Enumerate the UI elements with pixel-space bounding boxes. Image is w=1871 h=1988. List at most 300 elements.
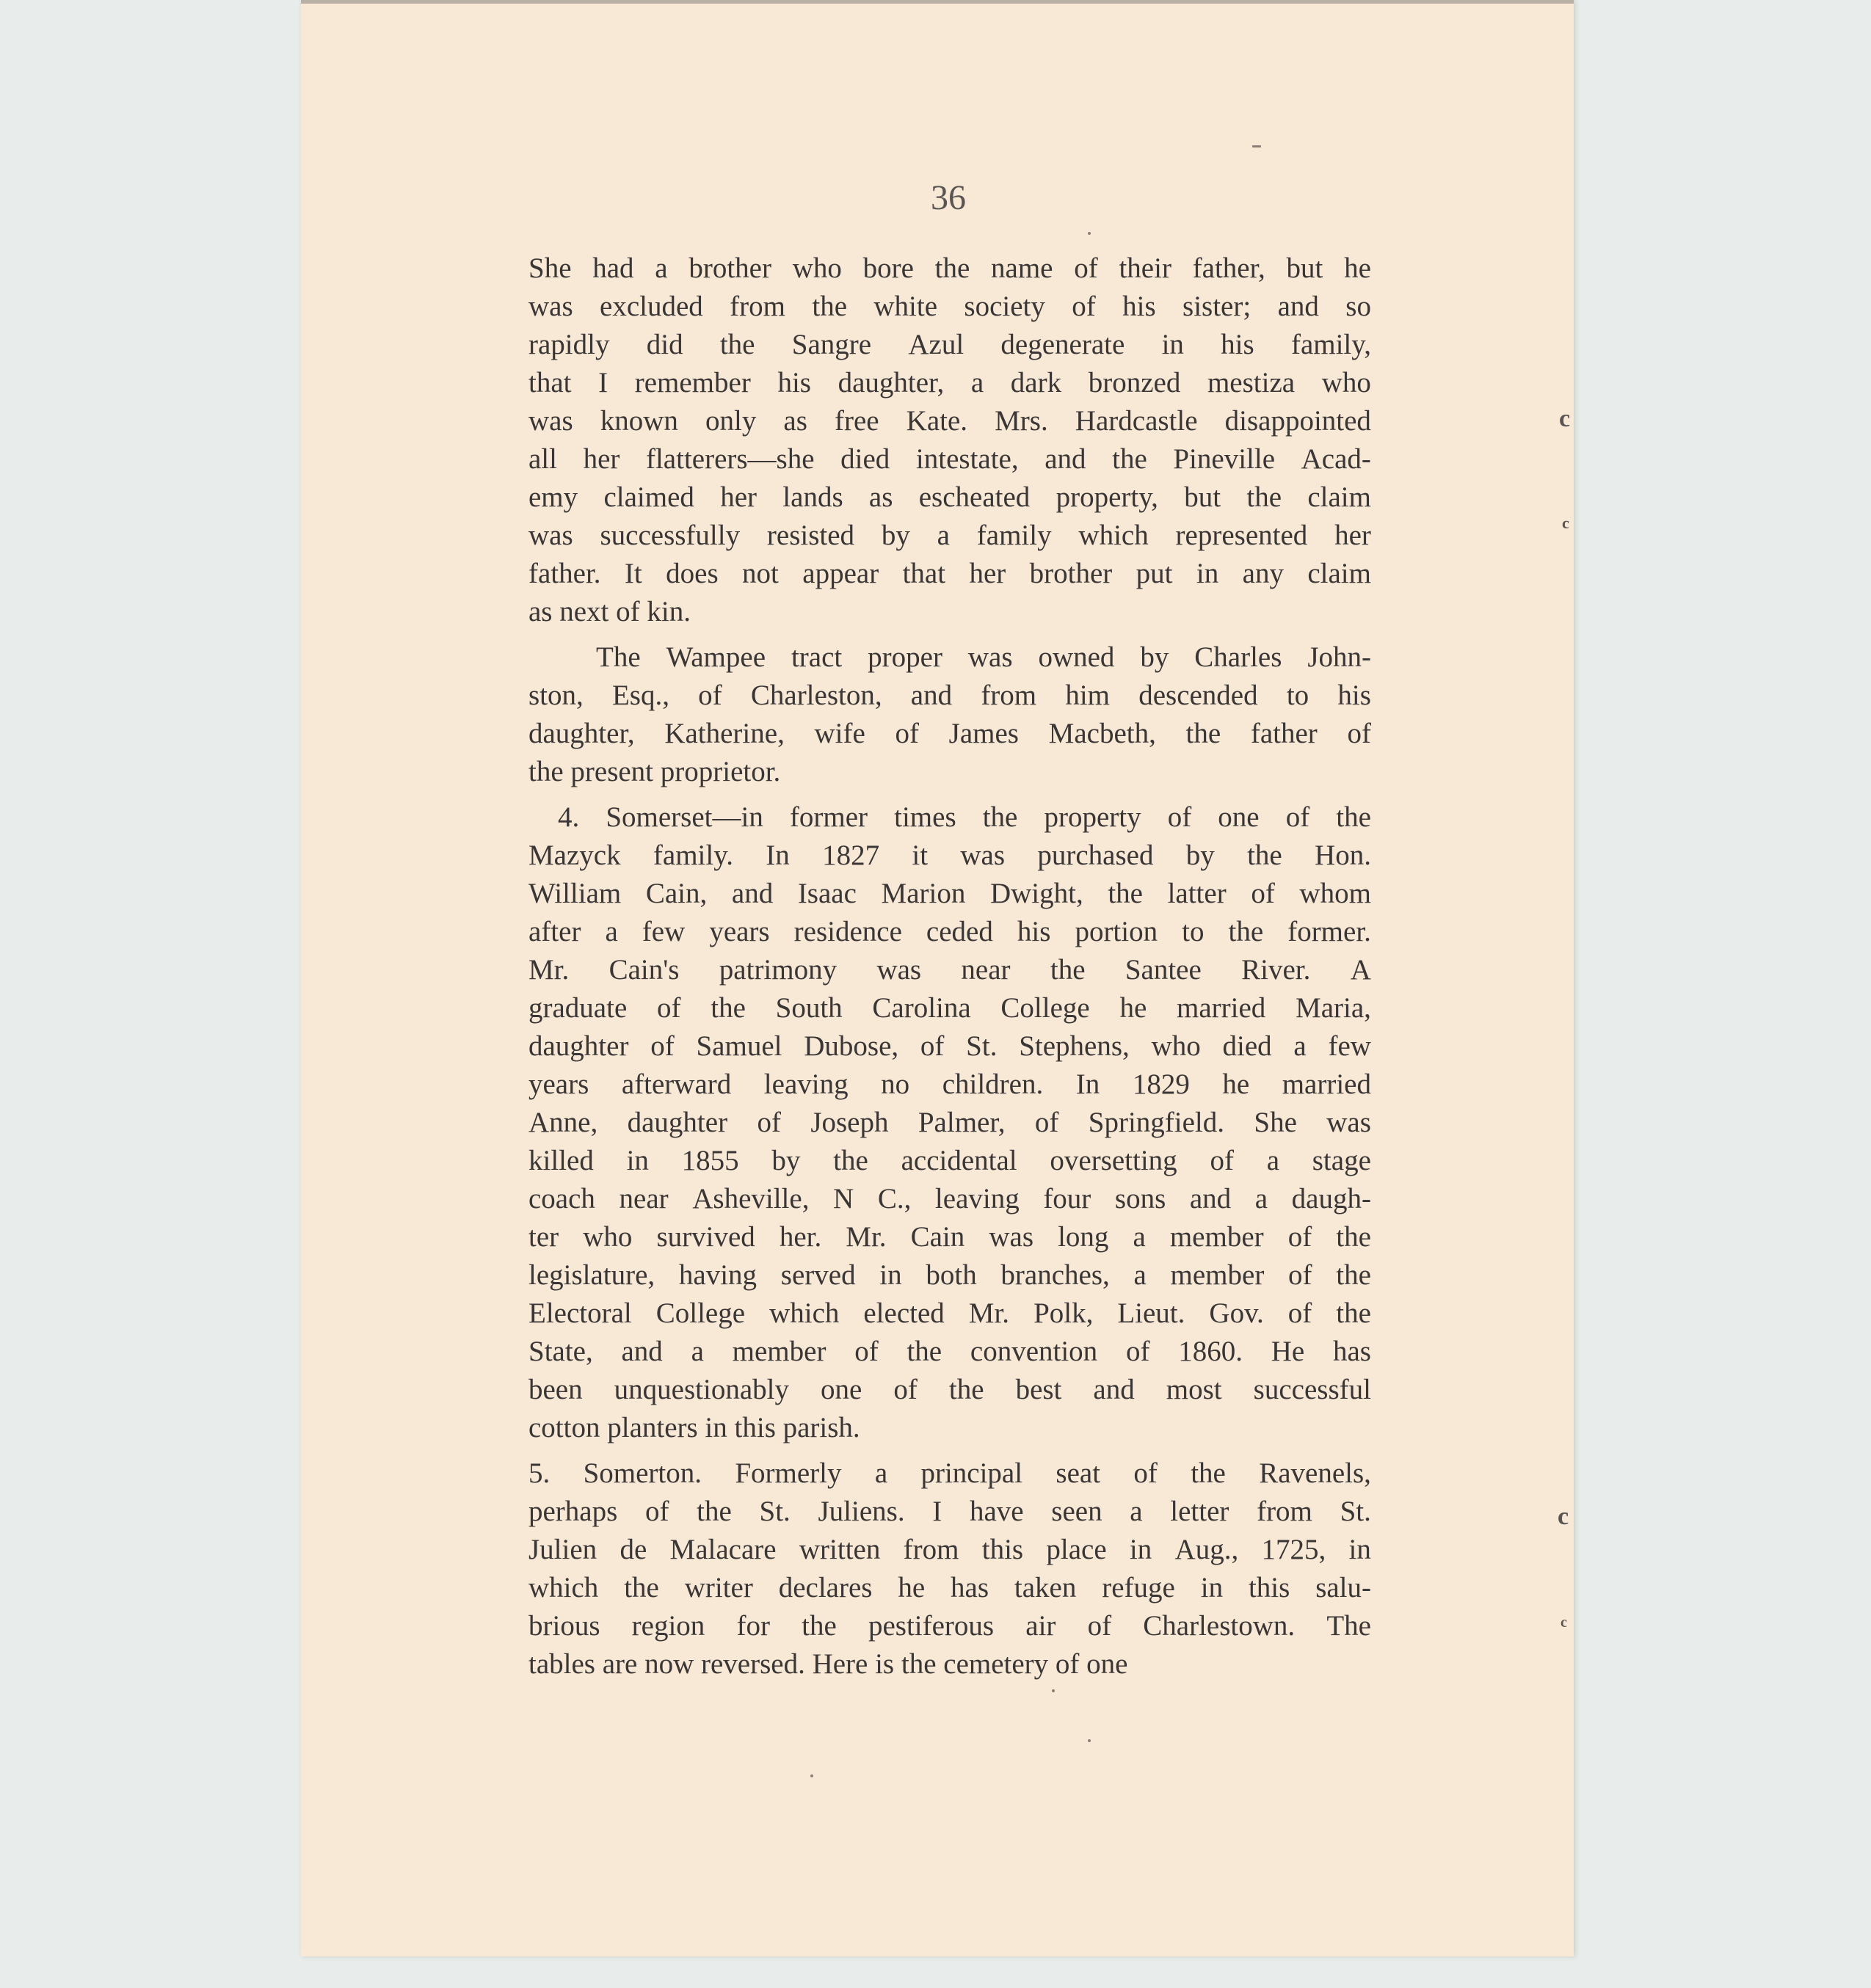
speck xyxy=(1088,1739,1091,1742)
word: the xyxy=(1246,481,1282,513)
word: stage xyxy=(1312,1145,1371,1176)
word: Lieut. xyxy=(1117,1297,1185,1329)
word: proper xyxy=(868,641,942,673)
text-line xyxy=(528,1027,1371,1066)
word: St. xyxy=(759,1496,791,1527)
word: Sangre xyxy=(791,329,872,360)
word: Cain, xyxy=(645,878,708,909)
word: the xyxy=(697,1496,732,1527)
word: a xyxy=(655,252,668,284)
text-line: cotton planters in this parish. xyxy=(528,1412,860,1443)
word: for xyxy=(736,1610,770,1642)
word: Hardcastle xyxy=(1075,405,1198,437)
word: perhaps xyxy=(528,1496,618,1527)
word: member xyxy=(732,1336,826,1367)
word: father. xyxy=(528,558,601,589)
word: 5. xyxy=(528,1457,551,1489)
word: a xyxy=(937,520,950,551)
word: a xyxy=(970,367,984,398)
word: put xyxy=(1136,558,1173,589)
word: only xyxy=(705,405,757,437)
word: and xyxy=(910,680,953,711)
word: been xyxy=(528,1374,583,1405)
text-line xyxy=(528,288,1371,326)
word: the xyxy=(1185,718,1221,749)
word: and xyxy=(1277,291,1319,322)
word: society xyxy=(964,291,1045,322)
word: Carolina xyxy=(872,992,971,1024)
word: Somerton. xyxy=(583,1457,702,1489)
word: her xyxy=(720,481,757,513)
text-line xyxy=(528,478,1371,517)
word: years xyxy=(528,1068,589,1100)
word: family, xyxy=(1290,329,1371,360)
word: Charleston, xyxy=(750,680,882,711)
word: St. xyxy=(1340,1496,1371,1527)
margin-mark: c xyxy=(1558,1503,1569,1530)
word: as xyxy=(783,405,807,437)
word: Somerset—in xyxy=(606,801,763,833)
word: a xyxy=(1293,1030,1307,1062)
word: he xyxy=(1222,1068,1250,1100)
word: of xyxy=(1210,1145,1234,1176)
page-number: 36 xyxy=(931,178,966,217)
word: his xyxy=(1221,329,1254,360)
word: her xyxy=(1334,520,1371,551)
word: from xyxy=(1257,1496,1312,1527)
word: by xyxy=(1140,641,1169,673)
word: married xyxy=(1177,992,1266,1024)
word: coach xyxy=(528,1183,595,1215)
margin-mark: c xyxy=(1561,1614,1567,1631)
word: to xyxy=(1182,916,1205,947)
word: best xyxy=(1015,1374,1062,1405)
word: Samuel xyxy=(696,1030,782,1062)
text-line xyxy=(528,989,1371,1027)
word: a xyxy=(1266,1145,1279,1176)
word: C., xyxy=(877,1183,912,1215)
word: years xyxy=(709,916,770,947)
word: his xyxy=(1337,680,1371,711)
word: salu- xyxy=(1315,1572,1371,1603)
word: the xyxy=(1336,1297,1371,1329)
word: portion xyxy=(1075,916,1158,947)
word: rapidly xyxy=(528,329,610,360)
word: of xyxy=(1251,878,1275,909)
word: the xyxy=(934,252,970,284)
word: the xyxy=(802,1610,837,1642)
text-line xyxy=(528,1371,1371,1409)
word: the xyxy=(1108,878,1143,909)
text-line xyxy=(528,1104,1371,1142)
text-line xyxy=(528,1218,1371,1256)
word: The xyxy=(596,641,641,673)
word: branches, xyxy=(1000,1259,1110,1291)
word: elected xyxy=(863,1297,945,1329)
word: Charles xyxy=(1194,641,1282,673)
word: he xyxy=(1344,252,1371,284)
word: claimed xyxy=(603,481,694,513)
word: Mr. xyxy=(968,1297,1010,1329)
word: daughter xyxy=(528,1030,629,1062)
word: Electoral xyxy=(528,1297,632,1329)
word: of xyxy=(1034,1107,1059,1138)
word: accidental xyxy=(901,1145,1017,1176)
word: Hon. xyxy=(1315,840,1371,871)
word: excluded xyxy=(600,291,703,322)
word: former xyxy=(789,801,868,833)
speck xyxy=(1088,232,1091,235)
text-line xyxy=(528,715,1371,753)
word: mestiza xyxy=(1207,367,1296,398)
text-line xyxy=(528,1531,1371,1569)
word: of xyxy=(1133,1457,1158,1489)
text-line xyxy=(528,1295,1371,1333)
word: Springfield. xyxy=(1088,1107,1225,1138)
text-line xyxy=(528,875,1371,913)
word: her xyxy=(583,443,620,475)
word: 1860. xyxy=(1178,1336,1243,1367)
word: brother xyxy=(1029,558,1113,589)
word: family xyxy=(976,520,1052,551)
word: his xyxy=(1017,916,1051,947)
word: a xyxy=(691,1336,704,1367)
word: Cain's xyxy=(608,954,680,986)
word: that xyxy=(528,367,572,398)
word: the xyxy=(1336,1221,1371,1253)
speck xyxy=(810,1774,813,1777)
word: Wampee xyxy=(666,641,766,673)
margin-mark: c xyxy=(1562,514,1569,532)
word: was xyxy=(967,641,1013,673)
text-line xyxy=(528,250,1371,288)
word: who xyxy=(792,252,842,284)
word: N xyxy=(833,1183,854,1215)
word: long xyxy=(1058,1221,1109,1253)
word: the xyxy=(1336,801,1371,833)
word: escheated xyxy=(918,481,1031,513)
word: Mrs. xyxy=(995,405,1048,437)
word: College xyxy=(1000,992,1090,1024)
word: which xyxy=(769,1297,840,1329)
word: a xyxy=(1254,1183,1268,1215)
word: few xyxy=(642,916,686,947)
word: leaving xyxy=(934,1183,1020,1215)
word: property xyxy=(1044,801,1141,833)
word: former. xyxy=(1287,916,1371,947)
text-line xyxy=(528,638,1371,677)
word: but xyxy=(1184,481,1221,513)
word: Katherine, xyxy=(664,718,785,749)
word: his xyxy=(777,367,811,398)
word: Esq., xyxy=(611,680,669,711)
word: was xyxy=(1326,1107,1371,1138)
word: principal xyxy=(920,1457,1023,1489)
word: He xyxy=(1271,1336,1305,1367)
word: dark xyxy=(1010,367,1062,398)
word: Palmer, xyxy=(918,1107,1006,1138)
text-line xyxy=(528,364,1371,402)
word: Kate. xyxy=(906,405,968,437)
word: State, xyxy=(528,1336,593,1367)
word: brother xyxy=(689,252,771,284)
word: 1827 xyxy=(822,840,880,871)
body-text xyxy=(528,250,1371,1683)
word: four xyxy=(1043,1183,1091,1215)
word: have xyxy=(969,1496,1024,1527)
word: served xyxy=(780,1259,856,1291)
word: killed xyxy=(528,1145,594,1176)
word: of xyxy=(1072,291,1096,322)
word: James xyxy=(948,718,1019,749)
text-line xyxy=(528,1180,1371,1218)
word: their xyxy=(1119,252,1171,284)
word: leaving xyxy=(763,1068,849,1100)
word: pestiferous xyxy=(868,1610,995,1642)
word: the xyxy=(1112,443,1147,475)
word: all xyxy=(528,443,557,475)
word: as xyxy=(868,481,893,513)
word: Mr. xyxy=(528,954,570,986)
word: in xyxy=(1161,329,1184,360)
text-line xyxy=(528,951,1371,989)
word: he xyxy=(1119,992,1147,1024)
word: the xyxy=(624,1572,659,1603)
word: Macbeth, xyxy=(1048,718,1156,749)
word: by xyxy=(1185,840,1215,871)
word: River. xyxy=(1241,954,1311,986)
word: a xyxy=(874,1457,888,1489)
word: ston, xyxy=(528,680,584,711)
text-line xyxy=(528,798,1371,837)
word: the xyxy=(1336,1259,1371,1291)
text-line xyxy=(528,1333,1371,1371)
word: It xyxy=(624,558,642,589)
text-line xyxy=(528,837,1371,875)
word: and xyxy=(1093,1374,1135,1405)
word: the xyxy=(982,801,1018,833)
text-line: the present proprietor. xyxy=(528,756,781,787)
word: 1725, xyxy=(1261,1534,1326,1565)
word: Malacare xyxy=(669,1534,777,1565)
word: that xyxy=(902,558,946,589)
word: owned xyxy=(1038,641,1115,673)
word: latter xyxy=(1167,878,1227,909)
word: 4. xyxy=(558,801,580,833)
word: bronzed xyxy=(1088,367,1181,398)
word: who xyxy=(1321,367,1371,398)
word: of xyxy=(650,1030,675,1062)
word: free xyxy=(834,405,879,437)
word: refuge xyxy=(1102,1572,1175,1603)
word: near xyxy=(961,954,1011,986)
word: in xyxy=(1196,558,1219,589)
word: known xyxy=(600,405,678,437)
word: in xyxy=(879,1259,902,1291)
word: was xyxy=(528,520,573,551)
word: from xyxy=(903,1534,959,1565)
word: the xyxy=(948,1374,984,1405)
word: the xyxy=(1050,954,1086,986)
word: bore xyxy=(862,252,914,284)
text-line xyxy=(528,1066,1371,1104)
word: survived xyxy=(656,1221,755,1253)
word: having xyxy=(678,1259,758,1291)
word: Formerly xyxy=(735,1457,842,1489)
word: graduate xyxy=(528,992,628,1024)
text-line xyxy=(528,1142,1371,1180)
word: South xyxy=(775,992,843,1024)
word: the xyxy=(719,329,755,360)
word: I xyxy=(932,1496,942,1527)
word: and xyxy=(1189,1183,1232,1215)
word: Maria, xyxy=(1296,992,1371,1024)
word: unquestionably xyxy=(614,1374,789,1405)
word: of xyxy=(657,992,681,1024)
word: She xyxy=(528,252,572,284)
word: by xyxy=(771,1145,801,1176)
word: Acad- xyxy=(1301,443,1371,475)
word: Dwight, xyxy=(989,878,1083,909)
word: of xyxy=(1288,1259,1312,1291)
word: a xyxy=(1133,1259,1147,1291)
word: Joseph xyxy=(810,1107,889,1138)
word: died xyxy=(840,443,890,475)
word: member xyxy=(1170,1259,1265,1291)
word: most xyxy=(1166,1374,1222,1405)
word: lands xyxy=(782,481,843,513)
word: successfully xyxy=(600,520,741,551)
word: whom xyxy=(1299,878,1371,909)
word: not xyxy=(742,558,779,589)
word: resisted xyxy=(766,520,855,551)
word: of xyxy=(895,718,919,749)
word: name xyxy=(991,252,1053,284)
word: after xyxy=(528,916,581,947)
text-line xyxy=(528,440,1371,478)
word: father, xyxy=(1192,252,1265,284)
word: Stephens, xyxy=(1019,1030,1130,1062)
word: who xyxy=(1151,1030,1201,1062)
word: John- xyxy=(1307,641,1371,673)
word: sister; xyxy=(1182,291,1251,322)
word: married xyxy=(1282,1068,1371,1100)
word: a xyxy=(1133,1221,1146,1253)
word: brious xyxy=(528,1610,600,1642)
word: property, xyxy=(1056,481,1158,513)
word: of xyxy=(644,1496,669,1527)
word: convention xyxy=(970,1336,1098,1367)
paragraph xyxy=(528,798,1371,1447)
word: Dubose, xyxy=(804,1030,899,1062)
word: this xyxy=(981,1534,1024,1565)
word: claim xyxy=(1307,481,1371,513)
word: seen xyxy=(1051,1496,1102,1527)
text-line xyxy=(528,1493,1371,1531)
word: was xyxy=(876,954,922,986)
word: near xyxy=(619,1183,669,1215)
word: Anne, xyxy=(528,1107,598,1138)
word: which xyxy=(1078,520,1149,551)
word: Ravenels, xyxy=(1259,1457,1371,1489)
word: has xyxy=(1332,1336,1371,1367)
word: tract xyxy=(791,641,843,673)
word: was xyxy=(960,840,1006,871)
word: St. xyxy=(966,1030,998,1062)
word: was xyxy=(989,1221,1033,1253)
word: children. xyxy=(942,1068,1044,1100)
word: College xyxy=(655,1297,746,1329)
word: the xyxy=(1191,1457,1226,1489)
word: daugh- xyxy=(1291,1183,1371,1215)
word: of xyxy=(1125,1336,1150,1367)
word: Azul xyxy=(908,329,964,360)
word: both xyxy=(926,1259,977,1291)
word: in xyxy=(1200,1572,1224,1603)
word: The xyxy=(1326,1610,1371,1642)
word: this xyxy=(1248,1572,1290,1603)
word: intestate, xyxy=(915,443,1019,475)
word: daughter xyxy=(627,1107,728,1138)
word: Gov. xyxy=(1209,1297,1264,1329)
word: in xyxy=(626,1145,649,1176)
word: William xyxy=(528,878,622,909)
word: of xyxy=(920,1030,945,1062)
word: had xyxy=(592,252,634,284)
word: to xyxy=(1286,680,1309,711)
word: represented xyxy=(1175,520,1308,551)
word: of xyxy=(1074,252,1098,284)
word: flatterers—she xyxy=(645,443,815,475)
word: white xyxy=(873,291,938,322)
word: In xyxy=(766,840,790,871)
paragraph-gap xyxy=(528,631,1371,638)
word: She xyxy=(1254,1107,1297,1138)
word: the xyxy=(1228,916,1264,947)
paragraph-gap xyxy=(528,1447,1371,1454)
word: a xyxy=(1130,1496,1143,1527)
speck xyxy=(1252,145,1261,148)
text-line xyxy=(528,1454,1371,1493)
word: does xyxy=(666,558,719,589)
word: his xyxy=(1122,291,1156,322)
word: of xyxy=(1167,801,1192,833)
word: of xyxy=(1287,1297,1312,1329)
word: air xyxy=(1025,1610,1056,1642)
paragraph-gap xyxy=(528,791,1371,798)
word: 1855 xyxy=(681,1145,739,1176)
word: was xyxy=(528,291,573,322)
word: times xyxy=(894,801,956,833)
word: a xyxy=(605,916,618,947)
word: her xyxy=(969,558,1006,589)
text-line xyxy=(528,677,1371,715)
word: the xyxy=(833,1145,868,1176)
word: seat xyxy=(1056,1457,1101,1489)
word: Charlestown. xyxy=(1143,1610,1296,1642)
word: her. xyxy=(779,1221,822,1253)
word: Juliens. xyxy=(818,1496,905,1527)
word: descended xyxy=(1138,680,1258,711)
word: has xyxy=(951,1572,989,1603)
text-line xyxy=(528,517,1371,555)
word: A xyxy=(1350,954,1371,986)
word: sons xyxy=(1114,1183,1166,1215)
word: In xyxy=(1075,1068,1100,1100)
paragraph xyxy=(528,638,1371,791)
word: writer xyxy=(684,1572,753,1603)
word: Isaac xyxy=(797,878,857,909)
